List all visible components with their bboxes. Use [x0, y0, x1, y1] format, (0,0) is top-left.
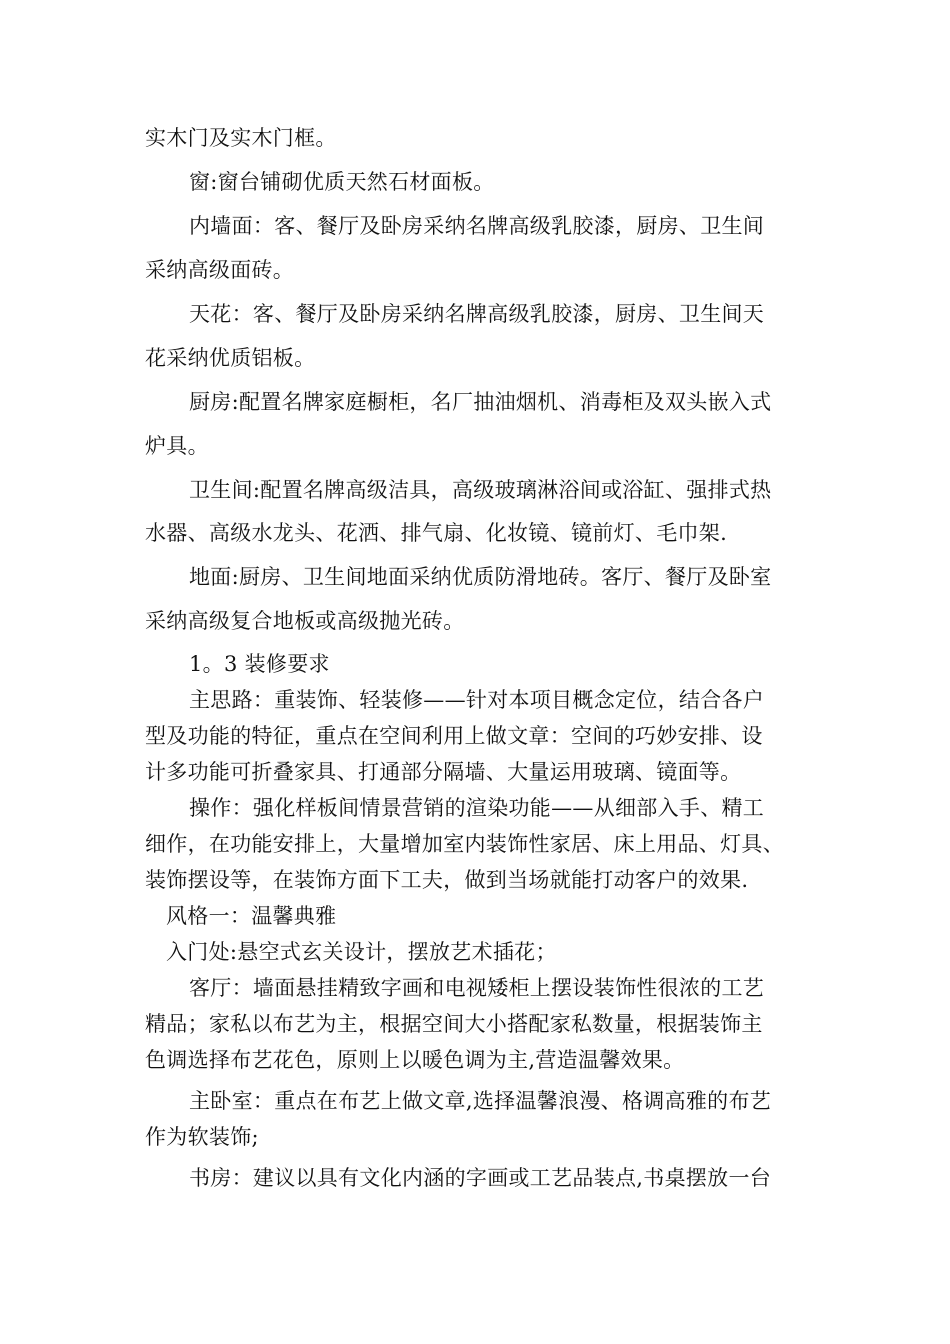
text-line: 精品；家私以布艺为主，根据空间大小搭配家私数量，根据装饰主: [145, 1012, 763, 1036]
text-line: 卫生间:配置名牌高级洁具，高级玻璃淋浴间或浴缸、强排式热: [189, 478, 772, 502]
text-line: 主卧室：重点在布艺上做文章,选择温馨浪漫、格调高雅的布艺: [189, 1089, 772, 1113]
text-line: 内墙面：客、餐厅及卧房采纳名牌高级乳胶漆，厨房、卫生间: [189, 214, 765, 238]
section-heading: 1。3 装修要求: [189, 652, 330, 676]
text-line: 花采纳优质铝板。: [145, 346, 316, 370]
text-line: 实木门及实木门框。: [145, 126, 337, 150]
text-line: 主思路：重装饰、轻装修——针对本项目概念定位，结合各户: [189, 688, 765, 712]
text-line: 装饰摆设等，在装饰方面下工夫，做到当场就能打动客户的效果.: [145, 868, 749, 892]
text-line: 作为软装饰;: [145, 1125, 259, 1149]
text-line: 计多功能可折叠家具、打通部分隔墙、大量运用玻璃、镜面等。: [145, 760, 742, 784]
text-line: 厨房:配置名牌家庭橱柜，名厂抽油烟机、消毒柜及双头嵌入式: [189, 390, 772, 414]
text-line: 细作，在功能安排上，大量增加室内装饰性家居、床上用品、灯具、: [145, 832, 784, 856]
text-line: 操作：强化样板间情景营销的渲染功能——从细部入手、精工: [189, 796, 765, 820]
text-line: 客厅：墙面悬挂精致字画和电视矮柜上摆设装饰性很浓的工艺: [189, 976, 765, 1000]
text-line: 炉具。: [145, 434, 209, 458]
text-line: 采纳高级复合地板或高级抛光砖。: [145, 609, 465, 633]
text-line: 窗:窗台铺砌优质天然石材面板。: [189, 170, 495, 194]
text-line: 入门处:悬空式玄关设计，摆放艺术插花；: [166, 940, 557, 964]
style-heading: 风格一：温馨典雅: [166, 904, 337, 928]
text-line: 地面:厨房、卫生间地面采纳优质防滑地砖。客厅、餐厅及卧室: [189, 565, 772, 589]
text-line: 天花：客、餐厅及卧房采纳名牌高级乳胶漆，厨房、卫生间天: [189, 302, 765, 326]
text-line: 采纳高级面砖。: [145, 258, 295, 282]
text-line: 水器、高级水龙头、花洒、排气扇、化妆镜、镜前灯、毛巾架.: [145, 521, 728, 545]
text-line: 型及功能的特征，重点在空间利用上做文章：空间的巧妙安排、设: [145, 724, 763, 748]
text-line: 书房：建议以具有文化内涵的字画或工艺品装点,书桌摆放一台: [189, 1166, 772, 1190]
text-line: 色调选择布艺花色，原则上以暖色调为主,营造温馨效果。: [145, 1048, 685, 1072]
